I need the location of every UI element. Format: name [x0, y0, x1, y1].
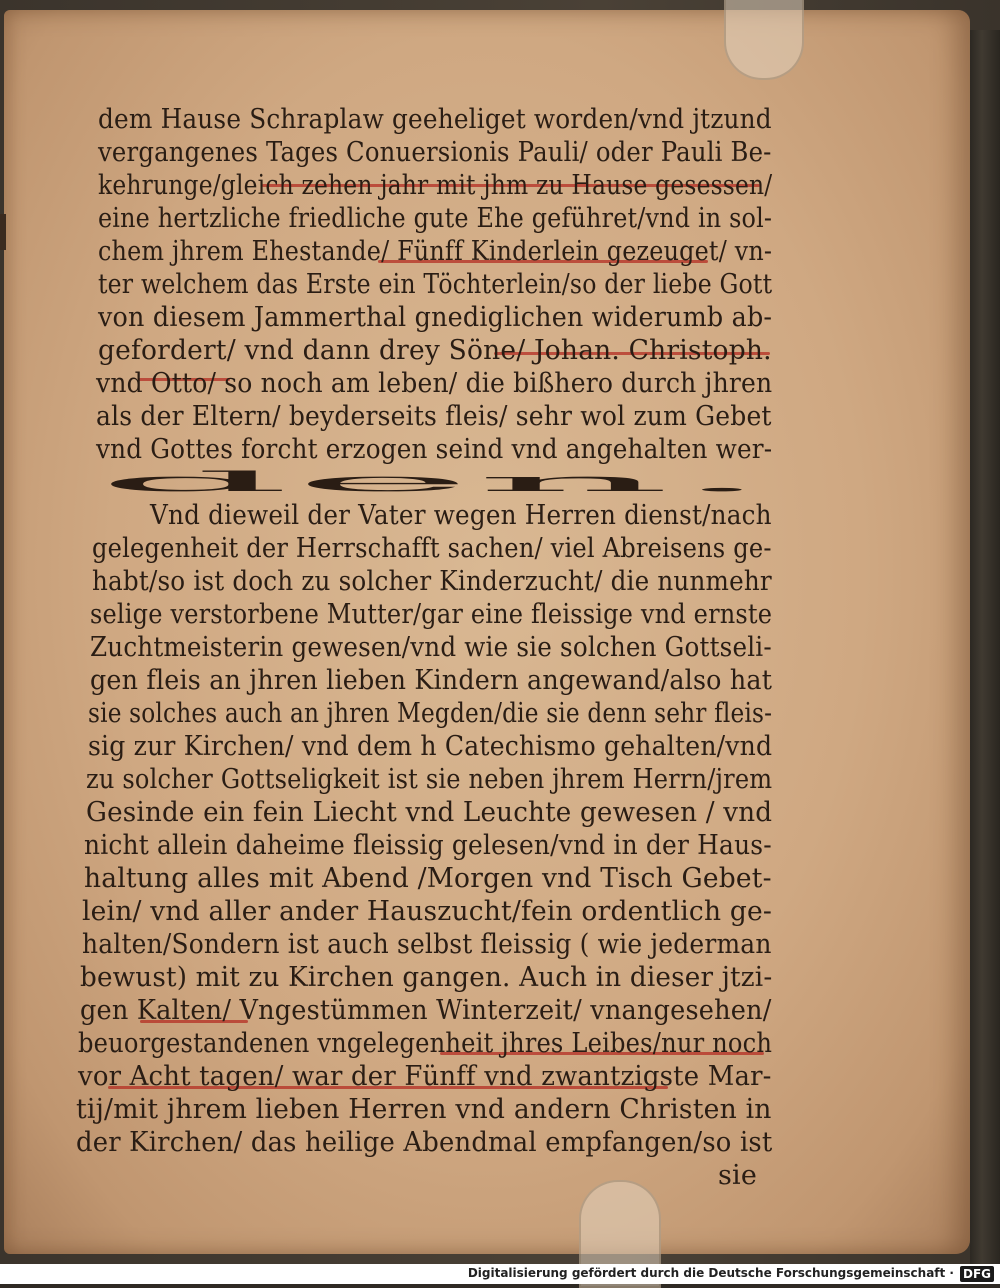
page-edge [970, 30, 1000, 1264]
text-line: eine hertzliche friedliche gute Ehe geführet/vnd in sol- [98, 203, 773, 234]
text-line: nicht allein daheime fleissig gelesen/vnd in der Haus- [84, 830, 772, 861]
text-line: beuorgestandenen vngelegenheit jhres Leibes/nur noch [78, 1028, 773, 1059]
text-line: bewust) mit zu Kirchen gangen. Auch in dieser jtzi- [80, 962, 773, 993]
text-line: haltung alles mit Abend /Morgen vnd Tisch Gebet- [84, 863, 772, 894]
text-line: tij/mit jhrem lieben Herren vnd andern Christen in [76, 1094, 772, 1125]
text-line: gen Kalten/ Vngestümmen Winterzeit/ vnangesehen/ [80, 995, 772, 1026]
text-line: vnd Otto/ so noch am leben/ die bißhero durch jhren [96, 368, 773, 399]
text-line: den. [96, 467, 773, 498]
text-line: halten/Sondern ist auch selbst fleissig ( wie jederman [82, 929, 772, 960]
text-line: selige verstorbene Mutter/gar eine fleissige vnd ernste [90, 599, 773, 630]
text-line: ter welchem das Erste ein Töchterlein/so der liebe Gott [98, 269, 773, 300]
page-clip-top [724, 0, 804, 80]
digitization-footer [0, 1264, 1000, 1284]
text-line: gen fleis an jhren lieben Kindern angewand/also hat [90, 665, 773, 696]
text-line: als der Eltern/ beyderseits fleis/ sehr wol zum Gebet [96, 401, 772, 432]
text-line: Vnd dieweil der Vater wegen Herren dienst/nach [150, 500, 772, 531]
margin-mark [0, 214, 6, 250]
text-line: von diesem Jammerthal gnediglichen widerumb ab- [98, 302, 773, 333]
funding-credit: Digitalisierung gefördert durch die Deutsche Forschungsgemeinschaft · [467, 1266, 954, 1280]
text-line: lein/ vnd aller ander Hauszucht/fein ordentlich ge- [82, 896, 773, 927]
text-line: zu solcher Gottseligkeit ist sie neben jhrem Herrn/jrem [86, 764, 773, 795]
text-line: sig zur Kirchen/ vnd dem h Catechismo gehalten/vnd [88, 731, 773, 762]
catchword: sie [718, 1160, 758, 1191]
text-line: dem Hause Schraplaw geeheliget worden/vnd jtzund [98, 104, 772, 135]
text-line: vnd Gottes forcht erzogen seind vnd angehalten wer- [96, 434, 773, 465]
text-line: Gesinde ein fein Liecht vnd Leuchte gewesen / vnd [86, 797, 773, 828]
text-line: kehrunge/gleich zehen jahr mit jhm zu Hause gesessen/ [98, 170, 773, 201]
text-line: vor Acht tagen/ war der Fünff vnd zwantzigste Mar- [78, 1061, 772, 1092]
text-line: habt/so ist doch zu solcher Kinderzucht/ die nunmehr [92, 566, 772, 597]
text-line: gelegenheit der Herrschafft sachen/ viel Abreisens ge- [92, 533, 772, 564]
text-line: vergangenes Tages Conuersionis Pauli/ oder Pauli Be- [98, 137, 772, 168]
text-line: chem jhrem Ehestande/ Fünff Kinderlein gezeuget/ vn- [98, 236, 773, 267]
text-line: Zuchtmeisterin gewesen/vnd wie sie solchen Gottseli- [90, 632, 772, 663]
text-line: gefordert/ vnd dann drey Söne/ Johan. Christoph. [98, 335, 772, 366]
text-line: sie solches auch an jhren Megden/die sie denn sehr fleis- [88, 698, 773, 729]
dfg-logo: DFG [960, 1266, 994, 1282]
text-line: der Kirchen/ das heilige Abendmal empfangen/so ist [76, 1127, 773, 1158]
